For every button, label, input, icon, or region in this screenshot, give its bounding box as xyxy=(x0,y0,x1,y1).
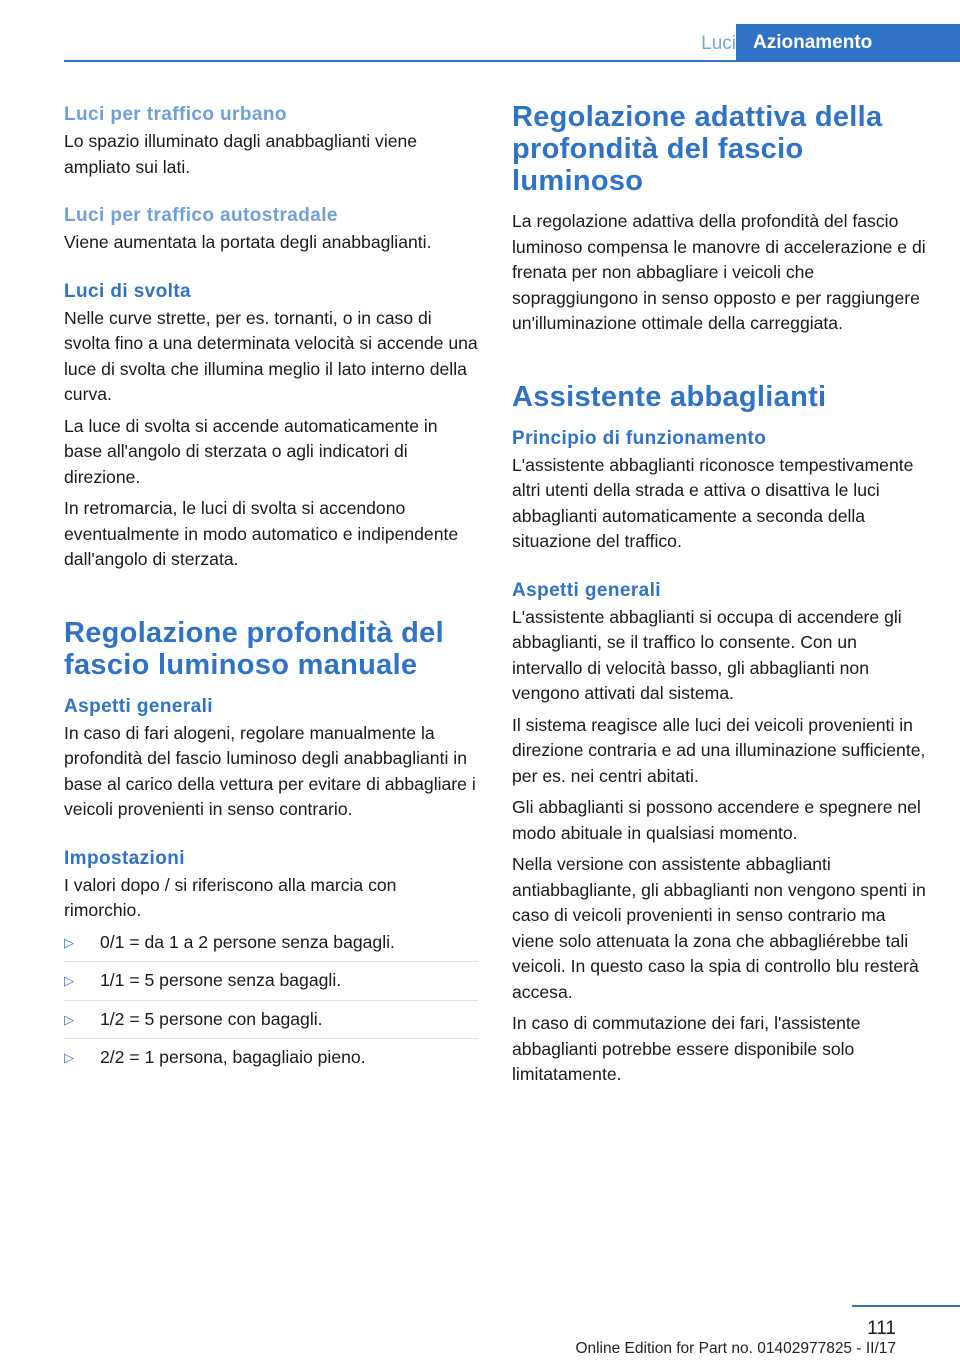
list-item: ▷ 0/1 = da 1 a 2 persone senza bagagli. xyxy=(64,930,478,963)
heading-impostazioni: Impostazioni xyxy=(64,847,185,869)
heading-luci-traffico-urbano: Luci per traffico urbano xyxy=(64,104,287,125)
paragraph: In caso di commutazione dei fari, l'assistente abbaglianti potrebbe essere disponibile solo limitatamente. xyxy=(512,1013,861,1084)
triangle-bullet-icon: ▷ xyxy=(64,973,74,988)
chapter-tab[interactable]: Azionamento xyxy=(736,24,960,62)
paragraph: Gli abbaglianti si possono accendere e spegnere nel modo abituale in qualsiasi momento. xyxy=(512,797,921,843)
paragraph: In retromarcia, le luci di svolta si accendono eventualmente in modo automatico e indipendente dall'angolo di sterzata. xyxy=(64,498,459,569)
triangle-bullet-icon: ▷ xyxy=(64,1011,74,1027)
paragraph: In caso di fari alogeni, regolare manualmente la profondità del fascio luminoso degli anabbaglianti in base al carico della vettura per evitare di abbagliare i veicoli provenienti in senso contrario. xyxy=(64,722,476,819)
paragraph: L'assistente abbaglianti riconosce tempestivamente altri utenti della strada e attiva o disattiva le luci abbaglianti automaticamente a seconda della situazione del traffico. xyxy=(512,454,914,551)
page-number: 111 xyxy=(867,1318,896,1339)
paragraph: La luce di svolta si accende automaticamente in base all'angolo di sterzata o agli indicatori di direzione. xyxy=(64,415,438,487)
paragraph: Viene aumentata la portata degli anabbaglianti. xyxy=(64,232,432,252)
heading-regolazione-adattiva: Regolazione adattiva della profondità del fascio luminoso xyxy=(512,101,883,197)
heading-principio-funzionamento: Principio di funzionamento xyxy=(512,427,767,449)
triangle-bullet-icon: ▷ xyxy=(64,934,74,950)
footer-rule xyxy=(852,1305,960,1307)
triangle-bullet-icon: ▷ xyxy=(64,1050,74,1065)
edition-note: Online Edition for Part no. 01402977825 - II/17 xyxy=(575,1340,896,1357)
list-item: ▷ 1/2 = 5 persone con bagagli. xyxy=(64,1007,478,1040)
heading-assistente-abbaglianti: Assistente abbaglianti xyxy=(512,380,827,413)
paragraph: L'assistente abbaglianti si occupa di accendere gli abbaglianti, se il traffico lo consente. Con un intervallo di velocità basso, gli abbaglianti non vengono attivati dal sistema. xyxy=(512,606,902,703)
paragraph: I valori dopo / si riferiscono alla marcia con rimorchio. xyxy=(64,874,397,920)
settings-list xyxy=(64,930,478,1077)
list-item: ▷ 2/2 = 1 persona, bagagliaio pieno. xyxy=(64,1045,478,1077)
paragraph: Lo spazio illuminato dagli anabbaglianti viene ampliato sui lati. xyxy=(64,131,418,177)
heading-luci-di-svolta: Luci di svolta xyxy=(64,280,192,302)
right-column xyxy=(512,101,926,1094)
heading-luci-traffico-autostradale: Luci per traffico autostradale xyxy=(64,205,338,226)
paragraph: Nelle curve strette, per es. tornanti, o in caso di svolta fino a una determinata velocità si accende una luce di svolta che illumina meglio il lato interno della curva. xyxy=(64,307,478,404)
heading-regolazione-manuale: Regolazione profondità del fascio luminoso manuale xyxy=(64,616,444,681)
heading-aspetti-generali: Aspetti generali xyxy=(64,695,213,717)
left-column xyxy=(64,101,478,1083)
list-item: ▷ 1/1 = 5 persone senza bagagli. xyxy=(64,968,478,1001)
section-tab[interactable]: Luci xyxy=(701,33,736,54)
paragraph: Il sistema reagisce alle luci dei veicoli provenienti in direzione contraria e ad una illuminazione sufficiente, per es. nei centri abitati. xyxy=(512,714,926,786)
paragraph: Nella versione con assistente abbaglianti antiabbagliante, gli abbaglianti non vengono spenti in caso di veicoli provenienti in senso contrario ma viene solo attenuata la zona che abbagliérebbe tali veicoli. In questo caso la spia di controllo blu resterà accesa. xyxy=(512,854,926,1002)
heading-aspetti-generali: Aspetti generali xyxy=(512,579,661,601)
paragraph: La regolazione adattiva della profondità del fascio luminoso compensa le manovre di accelerazione e di frenata per non abbagliare i veicoli che sopraggiungono in senso opposto e per raggiungere un'illuminazione ottimale della carreggiata. xyxy=(512,211,926,333)
